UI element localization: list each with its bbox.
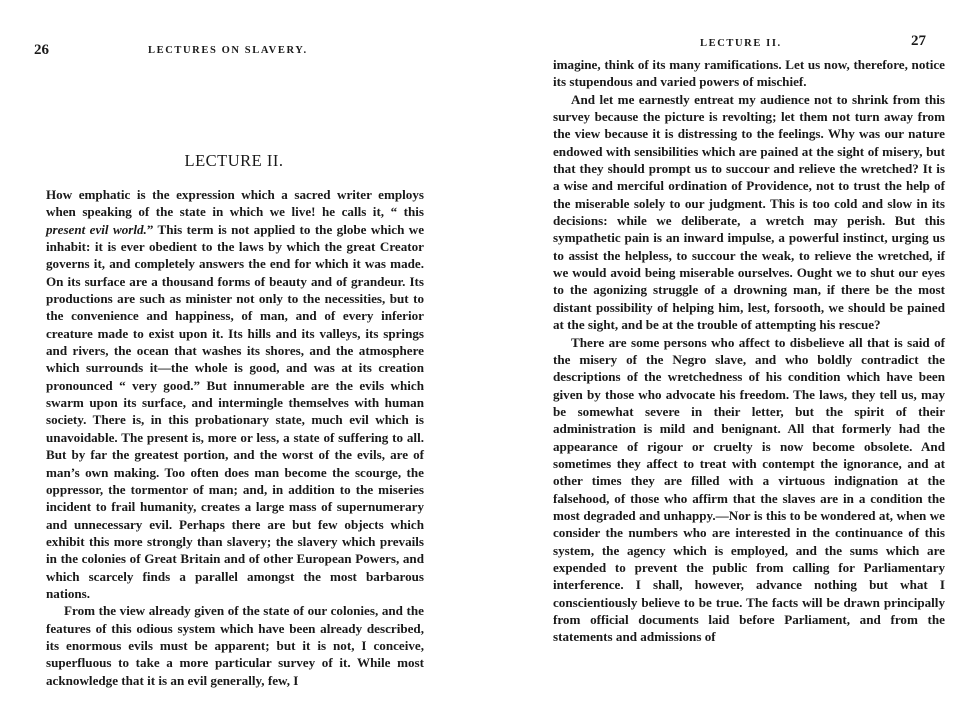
page-number: 26 bbox=[34, 42, 49, 58]
body-text bbox=[46, 186, 424, 689]
running-head: LECTURES ON SLAVERY. bbox=[148, 45, 308, 56]
paragraph: There are some persons who affect to disbelieve all that is said of the misery of the Negro slave, and who boldly contradict the descriptions of the wretchedness of his condition which have been given by those who advocate his freedom. The laws, they tell us, may be somewhat severe in their letter, but the spirit of their administration is mild and benignant. All that formerly had the appearance of rigour or cruelty is now become obsolete. And sometimes they affect to treat with contempt the ignorance, and at other times they are filled with a virtuous indignation at the falsehood, of those who affirm that the slaves are in a condition the most degraded and unhappy.—Nor is this to be wondered at, when we consider the numbers who are interested in the continuance of this system, the agency which is employed, and the sums which are expended to prevent the public from calling for Parliamentary interference. I shall, however, advance nothing but what I conscientiously believe to be true. The facts will be drawn principally from official documents laid before Parliament, and from the statements and admissions of bbox=[553, 334, 945, 645]
body-text bbox=[553, 56, 945, 646]
running-head: LECTURE II. bbox=[700, 38, 782, 49]
paragraph: And let me earnestly entreat my audience not to shrink from this survey because the picture is revolting; let them not turn away from the view because it is distressing to the feelings. Why was our nature endowed with sensibilities which are pained at the sight of misery, but that they should prompt us to succour and relieve the wretched? It is a wise and merciful ordination of Providence, not to trust the help of the miserable solely to our judgment. This is too cold and slow in its decisions: while we deliberate, a wretch may perish. But this sympathetic pain is an inward impulse, a powerful instinct, urging us to assist the helpless, to succour the weak, to relieve the wretched, if we would avoid being miserable ourselves. Ought we to shut our eyes to the agonizing struggle of a drowning man, if there be the most distant possibility of helping him, lest, forsooth, we should be pained at the sight, and be at the trouble of attempting his rescue? bbox=[553, 91, 945, 333]
page-number: 27 bbox=[911, 33, 926, 49]
paragraph bbox=[46, 186, 424, 602]
paragraph-text: How emphatic is the expression which a sacred writer employs when speaking of the state in which we live! he calls it, “ this bbox=[46, 187, 424, 220]
right-page bbox=[490, 0, 980, 722]
emphasis-text: present evil world. bbox=[46, 221, 147, 237]
paragraph: From the view already given of the state of our colonies, and the features of this odious system which have been already described, its enormous evils must be apparent; but it is not, I conceive, superfluous to take a more particular survey of it. While most acknowledge that it is an evil generally, few, I bbox=[46, 603, 424, 688]
paragraph-text: ” This term is not applied to the globe which we inhabit: it is ever obedient to the laws by which the great Creator governs it, and completely answers the end for which it was made. On its surface are a thousand forms of beauty and of grandeur. Its productions are such as minister not only to the necessities, but to the convenience and happiness, of man, and of every inferior creature made to exist upon it. Its hills and its valleys, its springs and rivers, the ocean that washes its shores, and the atmosphere which surrounds it—the whole is good, and was at its creation pronounced “ very good.” But innumerable are the evils which swarm upon its surface, and intermingle themselves with human society. There is, in this probationary state, much evil which is unavoidable. The present is, more or less, a state of suffering to all. But by far the greatest portion, and the worst of the evils, are of man’s own making. Too often does man become the scourge, the oppressor, the tormentor of man; and, in addition to the miseries incident to frail humanity, creates a large mass of supernumerary and unnecessary evil. Perhaps there are but few objects which exhibit this more strongly than slavery; the slavery which prevails in the colonies of Great Britain and of other European Powers, and which scarcely finds a parallel amongst the most barbarous nations. bbox=[46, 221, 425, 601]
paragraph: imagine, think of its many ramifications. Let us now, therefore, notice its stupendous and varied powers of mischief. bbox=[553, 57, 945, 90]
chapter-title: LECTURE II. bbox=[184, 151, 284, 170]
